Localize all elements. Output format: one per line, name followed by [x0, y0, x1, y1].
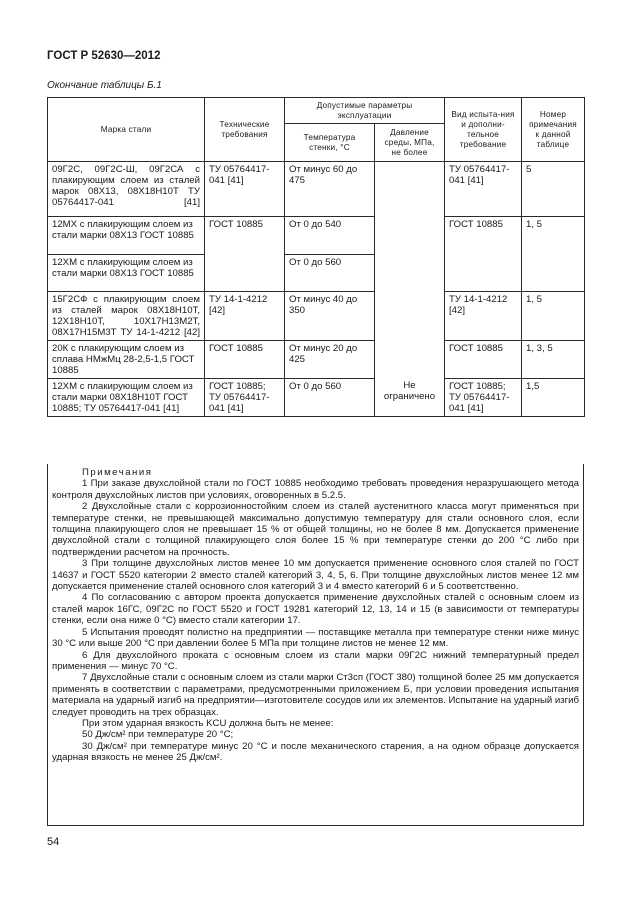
- cell-pressure: [375, 162, 445, 417]
- note-item: 5 Испытания проводят полистно на предприятии — поставщике металла при температуре стенки ниже минус 30 °С или выше 200 °С при давлении более 5 МПа при толщине листов не менее 12 мм.: [52, 626, 579, 650]
- header-note-number: Номер примечания к данной таблице: [522, 98, 585, 162]
- cell-tech: ТУ 05764417-041 [41]: [205, 162, 285, 217]
- note-item: 7 Двухслойные стали с основным слоем из стали марки Ст3сп (ГОСТ 380) толщиной более 25 мм допускается применять в соответствии с параметрами, предусмотренными приложением Б, при условии проведения испытания материала на ударный изгиб на предприятии—изготовителе сосудов или их элементов. Испытание на ударный изгиб следует проводить на трех образцах.: [52, 672, 579, 718]
- cell-grade: 20К с плакирующим слоем из сплава НМжМц 28-2,5-1,5 ГОСТ 10885: [48, 341, 205, 379]
- header-pressure: Давление среды, МПа, не более: [375, 124, 445, 162]
- cell-temp: От минус 20 до 425: [285, 341, 375, 379]
- cell-tech: ГОСТ 10885; ТУ 05764417-041 [41]: [205, 379, 285, 417]
- cell-test: ГОСТ 10885; ТУ 05764417-041 [41]: [445, 379, 522, 417]
- cell-grade: 12ХМ с плакирующим слоем из стали марки 08Х18Н10Т ГОСТ 10885; ТУ 05764417-041 [41]: [48, 379, 205, 417]
- cell-temp: От 0 до 540: [285, 217, 375, 255]
- header-steel-grade: Марка стали: [48, 98, 205, 162]
- note-item: 2 Двухслойные стали с коррозионностойким слоем из сталей аустенитного класса могут применяться при температуре стенки, не превышающей максимально допустимую температуру для стали основного слоя, если толщина плакирующего слоя не превышает 15 % от общей толщины, но не более 8 мм. Допускается применение двухслойной стали с толщиной плакирующего слоя более 15 % при температуре стенки до 200 °С либо при подтверждении расчетом на прочность.: [52, 501, 579, 558]
- steel-grades-table: [47, 97, 585, 417]
- cell-test: ГОСТ 10885: [445, 217, 522, 292]
- notes-title: Примечания: [82, 467, 153, 478]
- cell-grade: 12ХМ с плакирующим слоем из стали марки 08Х13 ГОСТ 10885: [48, 255, 205, 292]
- cell-note: 1,5: [522, 379, 585, 417]
- cell-test: ТУ 05764417-041 [41]: [445, 162, 522, 217]
- cell-test: ГОСТ 10885: [445, 341, 522, 379]
- table-caption: Окончание таблицы Б.1: [47, 80, 162, 91]
- header-operating-params: Допустимые параметры эксплуатации: [285, 98, 445, 124]
- header-tech-requirements: Технические требования: [205, 98, 285, 162]
- cell-tech: ГОСТ 10885: [205, 341, 285, 379]
- note-item: 50 Дж/см² при температуре 20 °С;: [82, 729, 234, 741]
- note-item: 3 При толщине двухслойных листов менее 10 мм допускается применение основного слоя сталей по ГОСТ 14637 и ГОСТ 5520 категории 2 вместо сталей категорий 3, 4, 5, 6. При толщине двухслойных листов менее 12 мм допускается применение сталей основного слоя категорий 3 и 4 вместо категорий 6 и 5 соответственно.: [52, 558, 579, 593]
- page-number: 54: [47, 836, 60, 848]
- header-test-type: Вид испыта-ния и дополни-тельное требование: [445, 98, 522, 162]
- table-row: [48, 341, 585, 379]
- table-row: [48, 379, 585, 417]
- cell-note: 1, 5: [522, 217, 585, 292]
- pressure-value: Не ограничено: [383, 380, 436, 402]
- note-item: 30 Дж/см² при температуре минус 20 °С и после механического старения, а на одном образце допускается ударная вязкость не менее 25 Дж/см².: [52, 740, 579, 764]
- table-row: [48, 292, 585, 341]
- cell-grade: 09Г2С, 09Г2С-Ш, 09Г2СА с плакирующим слоем из сталей марок 08Х13, 08Х18Н10Т ТУ 05764417-041 [41]: [48, 162, 205, 217]
- cell-temp: От минус 40 до 350: [285, 292, 375, 341]
- note-item: 4 По согласованию с автором проекта допускается применение двухслойных сталей с основным слоем из сталей марок 16ГС, 09Г2С по ГОСТ 5520 и ГОСТ 19281 категорий 12, 13, 14 и 15 (в зависимости от температуры стенки, если она ниже 0 °С) вместо стали категории 17.: [52, 592, 579, 627]
- document-header: ГОСТ Р 52630—2012: [47, 50, 161, 62]
- cell-tech: ТУ 14-1-4212 [42]: [205, 292, 285, 341]
- cell-test: ТУ 14-1-4212 [42]: [445, 292, 522, 341]
- cell-temp: От минус 60 до 475: [285, 162, 375, 217]
- header-wall-temperature: Температура стенки, °С: [285, 124, 375, 162]
- note-item: 1 При заказе двухслойной стали по ГОСТ 10885 необходимо требовать проведения неразрушающего метода контроля двухслойных листов при условиях, оговоренных в 5.2.5.: [52, 478, 579, 501]
- note-item: При этом ударная вязкость KCU должна быть не менее:: [82, 717, 334, 729]
- cell-grade: 12МХ с плакирующим слоем из стали марки 08Х13 ГОСТ 10885: [48, 217, 205, 255]
- note-item: 6 Для двухслойного проката с основным слоем из стали марки 09Г2С нижний температурный предел применения — минус 70 °С.: [52, 649, 579, 672]
- cell-note: 1, 5: [522, 292, 585, 341]
- cell-temp: От 0 до 560: [285, 255, 375, 292]
- table-row: [48, 217, 585, 255]
- cell-grade: 15Г2СФ с плакирующим слоем из сталей марок 08Х18Н10Т, 12Х18Н10Т, 10Х17Н13М2Т, 08Х17Н15М3Т ТУ 14-1-4212 [42]: [48, 292, 205, 341]
- cell-note: 5: [522, 162, 585, 217]
- cell-tech: ГОСТ 10885: [205, 217, 285, 292]
- table-row: [48, 162, 585, 217]
- cell-note: 1, 3, 5: [522, 341, 585, 379]
- notes-block: [47, 464, 584, 826]
- cell-temp: От 0 до 560: [285, 379, 375, 417]
